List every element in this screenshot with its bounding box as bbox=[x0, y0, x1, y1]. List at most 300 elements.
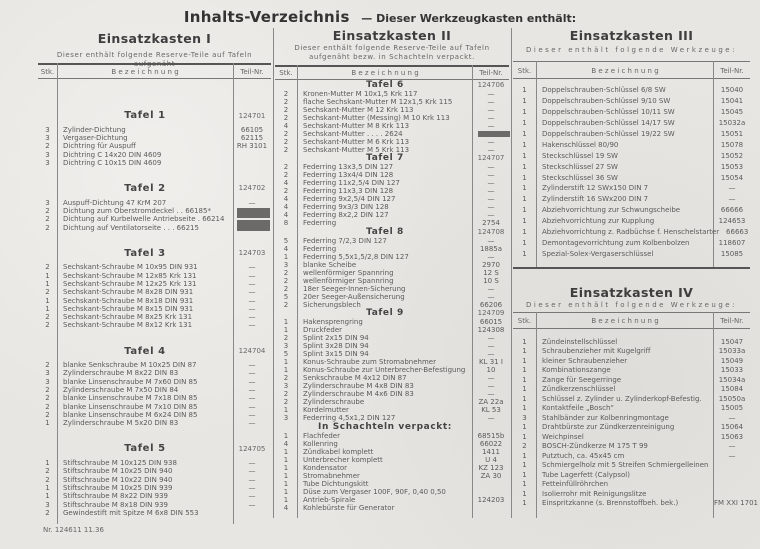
part-row bbox=[275, 334, 509, 342]
part-row bbox=[38, 280, 271, 288]
quantity: 1 bbox=[522, 394, 527, 403]
part-name: blanke Scheibe bbox=[303, 260, 357, 269]
part-name: Kondensator bbox=[303, 463, 347, 472]
teil-nr: — bbox=[728, 184, 736, 193]
teil-nr: 124308 bbox=[477, 326, 505, 334]
teil-nr: FM XXI 1701 bbox=[714, 499, 758, 508]
group-heading bbox=[38, 106, 271, 126]
part-row bbox=[513, 499, 758, 509]
part-row bbox=[275, 293, 509, 301]
part-name: blanke Senkschraube M 10x25 DIN 87 bbox=[63, 361, 197, 370]
teil-nr: — bbox=[248, 467, 256, 476]
quantity: 1 bbox=[522, 480, 527, 489]
teil-nr: 66663 bbox=[726, 228, 749, 237]
quantity: 1 bbox=[522, 432, 527, 441]
quantity: 2 bbox=[283, 163, 289, 171]
part-row bbox=[513, 139, 750, 150]
part-row bbox=[38, 142, 271, 150]
part-name: Flachfeder bbox=[303, 431, 340, 440]
part-row bbox=[513, 470, 750, 480]
part-name: Kronen-Mutter M 10x1,5 Krk 117 bbox=[303, 89, 418, 98]
teil-nr: — bbox=[248, 459, 256, 468]
quantity: 1 bbox=[45, 492, 50, 501]
part-row bbox=[513, 96, 750, 107]
quantity: 1 bbox=[45, 419, 50, 428]
quantity: 1 bbox=[522, 423, 527, 432]
part-name: Kollenring bbox=[303, 439, 338, 448]
part-name: flache Sechskant-Mutter M 12x1,5 Krk 115 bbox=[303, 97, 453, 106]
part-name: BOSCH-Zündkerze M 175 T 99 bbox=[542, 442, 648, 451]
part-row bbox=[38, 369, 271, 377]
part-row bbox=[513, 347, 750, 357]
quantity: 2 bbox=[283, 268, 289, 277]
quantity: 1 bbox=[522, 451, 527, 460]
teil-nr: 15050a bbox=[718, 394, 746, 403]
quantity: 2 bbox=[45, 402, 50, 411]
quantity: 1 bbox=[522, 337, 527, 346]
quantity: 1 bbox=[522, 366, 527, 375]
part-row bbox=[275, 253, 509, 261]
part-name: Weichpinsel bbox=[542, 432, 584, 441]
part-name: Stiftschraube M 8x22 DIN 939 bbox=[63, 492, 168, 501]
teil-nr: 15033a bbox=[718, 347, 746, 356]
part-name: Sechskant-Mutter M 8 Krk 113 bbox=[303, 121, 410, 130]
part-row bbox=[38, 159, 271, 167]
part-row bbox=[275, 285, 509, 293]
part-row bbox=[513, 404, 750, 414]
part-row bbox=[513, 366, 750, 376]
form-number: Nr. 124611 11.36 bbox=[43, 526, 104, 534]
teil-nr: RH 3101 bbox=[236, 142, 268, 151]
quantity: 2 bbox=[45, 206, 50, 215]
part-row bbox=[275, 122, 509, 130]
einsatzkasten-1 bbox=[38, 0, 271, 549]
part-row bbox=[275, 237, 509, 245]
part-name: Schraubenzieher mit Kugelgriff bbox=[542, 347, 651, 356]
quantity: 1 bbox=[45, 271, 50, 280]
teil-nr: — bbox=[487, 105, 495, 114]
part-row bbox=[275, 456, 509, 464]
header-bez: B e z e i c h n u n g bbox=[591, 67, 659, 75]
part-row bbox=[38, 288, 271, 296]
quantity: 5 bbox=[283, 236, 289, 245]
teil-nr: — bbox=[248, 369, 256, 378]
quantity: 4 bbox=[283, 195, 289, 203]
part-name: Stiftschraube M 8x18 DIN 939 bbox=[63, 500, 168, 509]
teil-nr: 10 bbox=[486, 366, 496, 374]
quantity: 1 bbox=[522, 238, 527, 247]
header-bez: B e z e i c h n u n g bbox=[591, 317, 659, 325]
part-row bbox=[38, 126, 271, 134]
kasten-subtitle: Dieser enthält folgende Werkzeuge: bbox=[526, 301, 737, 309]
kasten-title: Einsatzkasten IV bbox=[569, 285, 694, 300]
part-name: Doppelschrauben-Schlüssel 6/8 SW bbox=[542, 86, 666, 95]
teil-nr: — bbox=[728, 442, 736, 451]
part-row bbox=[513, 480, 750, 490]
part-name: Abziehvorrichtung z. Radbüchse f. Henschelstarter bbox=[542, 228, 720, 237]
part-row bbox=[513, 375, 750, 385]
quantity: 2 bbox=[45, 142, 50, 151]
part-row bbox=[275, 342, 509, 350]
part-name: 20er Seeger-Außensicherung bbox=[303, 292, 405, 301]
part-name: wellenförmiger Spannring bbox=[303, 268, 394, 277]
part-name: Sechskant-Mutter (Messing) M 10 Krk 113 bbox=[303, 113, 450, 122]
part-name: Senkschraube M 4x12 DIN 87 bbox=[303, 374, 407, 382]
redaction-mark bbox=[237, 220, 270, 231]
part-row bbox=[38, 509, 271, 517]
quantity: 4 bbox=[283, 121, 289, 130]
quantity: 1 bbox=[522, 206, 527, 215]
part-name: Druckfeder bbox=[303, 326, 343, 334]
part-row bbox=[275, 187, 509, 195]
part-row bbox=[275, 114, 509, 122]
part-name: Federring 5,5x1,5/2,8 DIN 127 bbox=[303, 252, 409, 261]
part-name: Doppelschrauben-Schlüssel 14/17 SW bbox=[542, 119, 675, 128]
part-row bbox=[275, 432, 509, 440]
part-row bbox=[38, 321, 271, 329]
part-name: Stiftschraube M 10x125 DIN 938 bbox=[63, 459, 177, 468]
quantity: 1 bbox=[522, 404, 527, 413]
teil-nr: — bbox=[248, 198, 256, 207]
quantity: 2 bbox=[283, 284, 289, 293]
part-row bbox=[275, 211, 509, 219]
part-row bbox=[38, 386, 271, 394]
teil-nr: — bbox=[248, 483, 256, 492]
kasten-title: Einsatzkasten I bbox=[97, 31, 212, 46]
quantity: 5 bbox=[283, 350, 289, 358]
part-name: Federring 11x2,5/4 DIN 127 bbox=[303, 179, 400, 187]
group-teil-nr: 124704 bbox=[238, 347, 266, 356]
part-name: Tube Lagerfett (Calypsol) bbox=[542, 470, 630, 479]
header-teil: Teil-Nr. bbox=[720, 317, 744, 325]
quantity: 1 bbox=[522, 217, 527, 226]
part-row bbox=[275, 130, 509, 138]
part-row bbox=[513, 461, 750, 471]
group-heading bbox=[38, 178, 271, 198]
part-row bbox=[513, 423, 750, 433]
teil-nr: 1885a bbox=[479, 244, 503, 253]
part-name: Antrieb-Spirale bbox=[303, 495, 356, 504]
teil-nr: ZA 30 bbox=[480, 471, 502, 480]
quantity: 4 bbox=[283, 179, 289, 187]
column-divider bbox=[273, 28, 274, 518]
part-row bbox=[513, 227, 750, 238]
quantity: 2 bbox=[45, 263, 50, 272]
part-row bbox=[38, 134, 271, 142]
quantity: 1 bbox=[283, 487, 289, 496]
teil-nr: — bbox=[487, 284, 495, 293]
part-name: Sechskant-Mutter M 6 Krk 113 bbox=[303, 137, 410, 146]
parts-list bbox=[513, 337, 758, 508]
part-name: blanke Linsenschraube M 6x24 DIN 85 bbox=[63, 410, 198, 419]
part-row bbox=[513, 413, 750, 423]
part-name: Kombinationszange bbox=[542, 366, 611, 375]
quantity: 2 bbox=[283, 113, 289, 122]
teil-nr: — bbox=[487, 350, 495, 358]
group-teil-nr: 124702 bbox=[238, 184, 266, 193]
teil-nr: — bbox=[487, 97, 495, 106]
teil-nr: KL 31 I bbox=[479, 358, 503, 366]
quantity: 3 bbox=[283, 342, 289, 350]
quantity: 2 bbox=[283, 89, 289, 98]
teil-nr: — bbox=[487, 390, 495, 398]
part-name: Doppelschrauben-Schlüssel 10/11 SW bbox=[542, 108, 675, 117]
part-row bbox=[275, 440, 509, 448]
part-row bbox=[513, 216, 750, 227]
part-row bbox=[275, 464, 509, 472]
teil-nr: 15051 bbox=[720, 130, 744, 138]
part-row bbox=[275, 326, 509, 334]
divider bbox=[275, 65, 509, 67]
teil-nr: — bbox=[248, 271, 256, 280]
quantity: 1 bbox=[283, 318, 289, 326]
quantity: 3 bbox=[45, 198, 50, 207]
quantity: 3 bbox=[522, 413, 527, 422]
teil-nr: 15034a bbox=[718, 375, 746, 384]
group-title: Tafel 7 bbox=[366, 153, 404, 164]
group-title: Tafel 6 bbox=[366, 79, 404, 90]
group-title: Tafel 9 bbox=[366, 308, 404, 319]
quantity: 1 bbox=[283, 326, 289, 334]
part-row bbox=[38, 296, 271, 304]
part-row bbox=[275, 504, 509, 512]
teil-nr: — bbox=[487, 334, 495, 342]
part-name: Zylinderstift 12 SWx150 DIN 7 bbox=[542, 184, 649, 193]
part-row bbox=[38, 403, 271, 411]
part-name: Zündkerzenschlüssel bbox=[542, 385, 616, 394]
teil-nr: 1411 bbox=[482, 447, 500, 456]
quantity: 1 bbox=[45, 279, 50, 288]
part-name: Auspuff-Dichtung 47 KrM 207 bbox=[63, 198, 167, 207]
group-heading bbox=[275, 309, 509, 319]
quantity: 1 bbox=[522, 119, 527, 128]
header-teil: Teil-Nr. bbox=[240, 68, 264, 76]
part-row bbox=[38, 492, 271, 500]
part-name: Düse zum Vergaser 100F, 90F, 0,40 0,50 bbox=[303, 487, 446, 496]
quantity: 1 bbox=[45, 296, 50, 305]
part-row bbox=[275, 398, 509, 406]
quantity: 2 bbox=[283, 334, 289, 342]
part-name: Zylinderschraube M 8x22 DIN 83 bbox=[63, 369, 179, 378]
part-row bbox=[275, 406, 509, 414]
quantity: 1 bbox=[522, 173, 527, 182]
part-row bbox=[275, 277, 509, 285]
teil-nr: — bbox=[248, 402, 256, 411]
quantity: 2 bbox=[45, 361, 50, 370]
teil-nr: — bbox=[248, 313, 256, 322]
teil-nr: 124653 bbox=[718, 217, 746, 226]
part-name: Federring bbox=[303, 244, 337, 253]
part-row bbox=[275, 261, 509, 269]
part-name: Hakenschlüssel 80/90 bbox=[542, 140, 619, 149]
quantity: 1 bbox=[522, 489, 527, 498]
teil-nr: — bbox=[248, 296, 256, 305]
teil-nr: 15084 bbox=[720, 385, 744, 394]
group-teil-nr: 124705 bbox=[238, 444, 266, 453]
part-name: Putztuch, ca. 45x45 cm bbox=[542, 451, 625, 460]
parts-list bbox=[513, 85, 750, 259]
part-row bbox=[513, 442, 750, 452]
part-name: Sechskant-Mutter M 5 Krk 113 bbox=[303, 145, 410, 154]
teil-nr: — bbox=[248, 279, 256, 288]
part-name: Unterbrecher komplett bbox=[303, 455, 383, 464]
quantity: 1 bbox=[283, 447, 289, 456]
part-name: Konus-Schraube zum Stromabnehmer bbox=[303, 358, 436, 366]
part-name: Konus-Schraube zur Unterbrecher-Befestigung bbox=[303, 366, 466, 374]
quantity: 2 bbox=[283, 105, 289, 114]
part-name: Zylinderschraube M 4x8 DIN 83 bbox=[303, 382, 414, 390]
quantity: 2 bbox=[283, 187, 289, 195]
group-teil-nr: 124709 bbox=[477, 309, 505, 318]
quantity: 3 bbox=[45, 125, 50, 134]
quantity: 2 bbox=[283, 374, 289, 382]
quantity: 1 bbox=[45, 459, 50, 468]
divider bbox=[38, 78, 271, 79]
part-row bbox=[513, 337, 750, 347]
part-row bbox=[275, 138, 509, 146]
part-name: Dichtring C 14x20 DIN 4609 bbox=[63, 150, 162, 159]
teil-nr: 15063 bbox=[720, 432, 744, 441]
teil-nr: — bbox=[487, 163, 495, 171]
part-name: blanke Linsenschraube M 7x10 DIN 85 bbox=[63, 402, 198, 411]
part-name: wellenförmiger Spannring bbox=[303, 276, 394, 285]
part-name: Splint 3x28 DIN 94 bbox=[303, 342, 369, 350]
teil-nr: — bbox=[248, 394, 256, 403]
quantity: 1 bbox=[283, 495, 289, 504]
part-row bbox=[38, 361, 271, 369]
kasten-title: Einsatzkasten III bbox=[569, 28, 694, 43]
quantity: 1 bbox=[522, 470, 527, 479]
quantity: 1 bbox=[522, 228, 527, 237]
part-name: Sechskant-Schraube M 8x25 Krk 131 bbox=[63, 313, 193, 322]
teil-nr: — bbox=[248, 361, 256, 370]
part-name: Sechskant-Mutter M 12 Krk 113 bbox=[303, 105, 414, 114]
part-row bbox=[513, 237, 750, 248]
quantity: 2 bbox=[283, 145, 289, 154]
kasten-subtitle: Dieser enthält folgende Werkzeuge: bbox=[526, 46, 737, 54]
part-name: Sechskant-Schraube M 8x12 Krk 131 bbox=[63, 321, 193, 330]
quantity: 3 bbox=[45, 133, 50, 142]
kasten-subtitle: Dieser enthält folgende Reserve-Teile auf Tafeln aufgenäht bezw. in Schachteln verpackt. bbox=[294, 44, 490, 61]
group-heading bbox=[275, 80, 509, 90]
teil-nr: — bbox=[248, 500, 256, 509]
part-name: Einspritzkanne (s. Brennstoffbeh. bek.) bbox=[542, 499, 679, 508]
part-row bbox=[275, 374, 509, 382]
part-row bbox=[275, 245, 509, 253]
part-name: Sicherungsblech bbox=[303, 300, 361, 309]
teil-nr: 15052 bbox=[720, 151, 744, 160]
teil-nr: — bbox=[487, 211, 495, 219]
parts-list bbox=[38, 94, 271, 517]
group-heading bbox=[38, 439, 271, 459]
teil-nr: 66022 bbox=[479, 439, 503, 448]
part-name: Drahtbürste zur Zündkerzenreinigung bbox=[542, 423, 675, 432]
part-row bbox=[275, 496, 509, 504]
quantity: 2 bbox=[283, 398, 289, 406]
quantity: 1 bbox=[522, 140, 527, 149]
part-row bbox=[38, 459, 271, 467]
teil-nr: — bbox=[248, 386, 256, 395]
part-name: Dichtring C 10x15 DIN 4609 bbox=[63, 158, 162, 167]
quantity: 1 bbox=[522, 184, 527, 193]
part-row bbox=[275, 163, 509, 171]
teil-nr: — bbox=[248, 321, 256, 330]
teil-nr: — bbox=[487, 145, 495, 154]
divider bbox=[513, 328, 750, 329]
quantity: 3 bbox=[283, 260, 289, 269]
part-name: Vergaser-Dichtung bbox=[63, 133, 128, 142]
part-name: Zylinderschraube bbox=[303, 398, 365, 406]
group-teil-nr: 124701 bbox=[238, 111, 266, 120]
group-title: Tafel 3 bbox=[124, 247, 166, 259]
part-name: Schmiergelholz mit 5 Streifen Schmiergelleinen bbox=[542, 461, 709, 470]
part-row bbox=[38, 263, 271, 271]
group-title: Tafel 8 bbox=[366, 226, 404, 237]
part-name: Abziehvorrichtung zur Kupplung bbox=[542, 217, 655, 226]
part-name: 18er Seeger-Innen-Sicherung bbox=[303, 284, 406, 293]
quantity: 2 bbox=[45, 508, 50, 517]
part-name: Zylinderschraube M 7x50 DIN 84 bbox=[63, 386, 179, 395]
quantity: 1 bbox=[283, 358, 289, 366]
quantity: 2 bbox=[45, 321, 50, 330]
teil-nr: — bbox=[248, 410, 256, 419]
table-header bbox=[513, 317, 750, 325]
part-row bbox=[513, 394, 750, 404]
divider bbox=[513, 312, 750, 313]
part-name: Doppelschrauben-Schlüssel 9/10 SW bbox=[542, 97, 671, 106]
teil-nr: — bbox=[728, 451, 736, 460]
teil-nr: 12 S bbox=[483, 268, 499, 277]
part-row bbox=[38, 484, 271, 492]
header-bez: B e z e i c h n u n g bbox=[111, 68, 179, 76]
teil-nr: 15032a bbox=[718, 119, 746, 128]
einsatzkasten-3 bbox=[513, 0, 758, 549]
part-name: Tube Dichtungskitt bbox=[303, 479, 369, 488]
teil-nr: 15047 bbox=[720, 337, 744, 346]
teil-nr: 62115 bbox=[240, 133, 264, 142]
teil-nr: — bbox=[487, 179, 495, 187]
part-row bbox=[513, 129, 750, 140]
teil-nr: 66105 bbox=[240, 125, 264, 134]
part-name: Stiftschraube M 10x25 DIN 939 bbox=[63, 483, 173, 492]
group-heading bbox=[275, 227, 509, 237]
part-name: Hakensprengring bbox=[303, 318, 363, 326]
quantity: 2 bbox=[45, 467, 50, 476]
teil-nr: — bbox=[487, 414, 495, 422]
quantity: 3 bbox=[283, 414, 289, 422]
quantity: 8 bbox=[283, 219, 289, 227]
quantity: 4 bbox=[283, 503, 289, 512]
part-name: Zylinderschraube M 5x20 DIN 83 bbox=[63, 419, 179, 428]
group-title: In Schachteln verpackt: bbox=[318, 421, 452, 432]
quantity: 1 bbox=[283, 252, 289, 261]
teil-nr: 15033 bbox=[720, 366, 744, 375]
quantity: 2 bbox=[283, 137, 289, 146]
teil-nr: 118607 bbox=[718, 238, 746, 247]
part-name: blanke Linsenschraube M 7x60 DIN 85 bbox=[63, 377, 198, 386]
part-row bbox=[275, 488, 509, 496]
quantity: 2 bbox=[45, 288, 50, 297]
teil-nr: 15049 bbox=[720, 356, 744, 365]
teil-nr: 15078 bbox=[720, 140, 744, 149]
part-name: blanke Linsenschraube M 7x18 DIN 85 bbox=[63, 394, 198, 403]
quantity: 1 bbox=[522, 86, 527, 95]
divider bbox=[513, 78, 750, 79]
part-name: Splint 2x15 DIN 94 bbox=[303, 334, 369, 342]
quantity: 1 bbox=[522, 356, 527, 365]
part-name: Federring 13x4/4 DIN 128 bbox=[303, 171, 394, 179]
part-row bbox=[38, 476, 271, 484]
